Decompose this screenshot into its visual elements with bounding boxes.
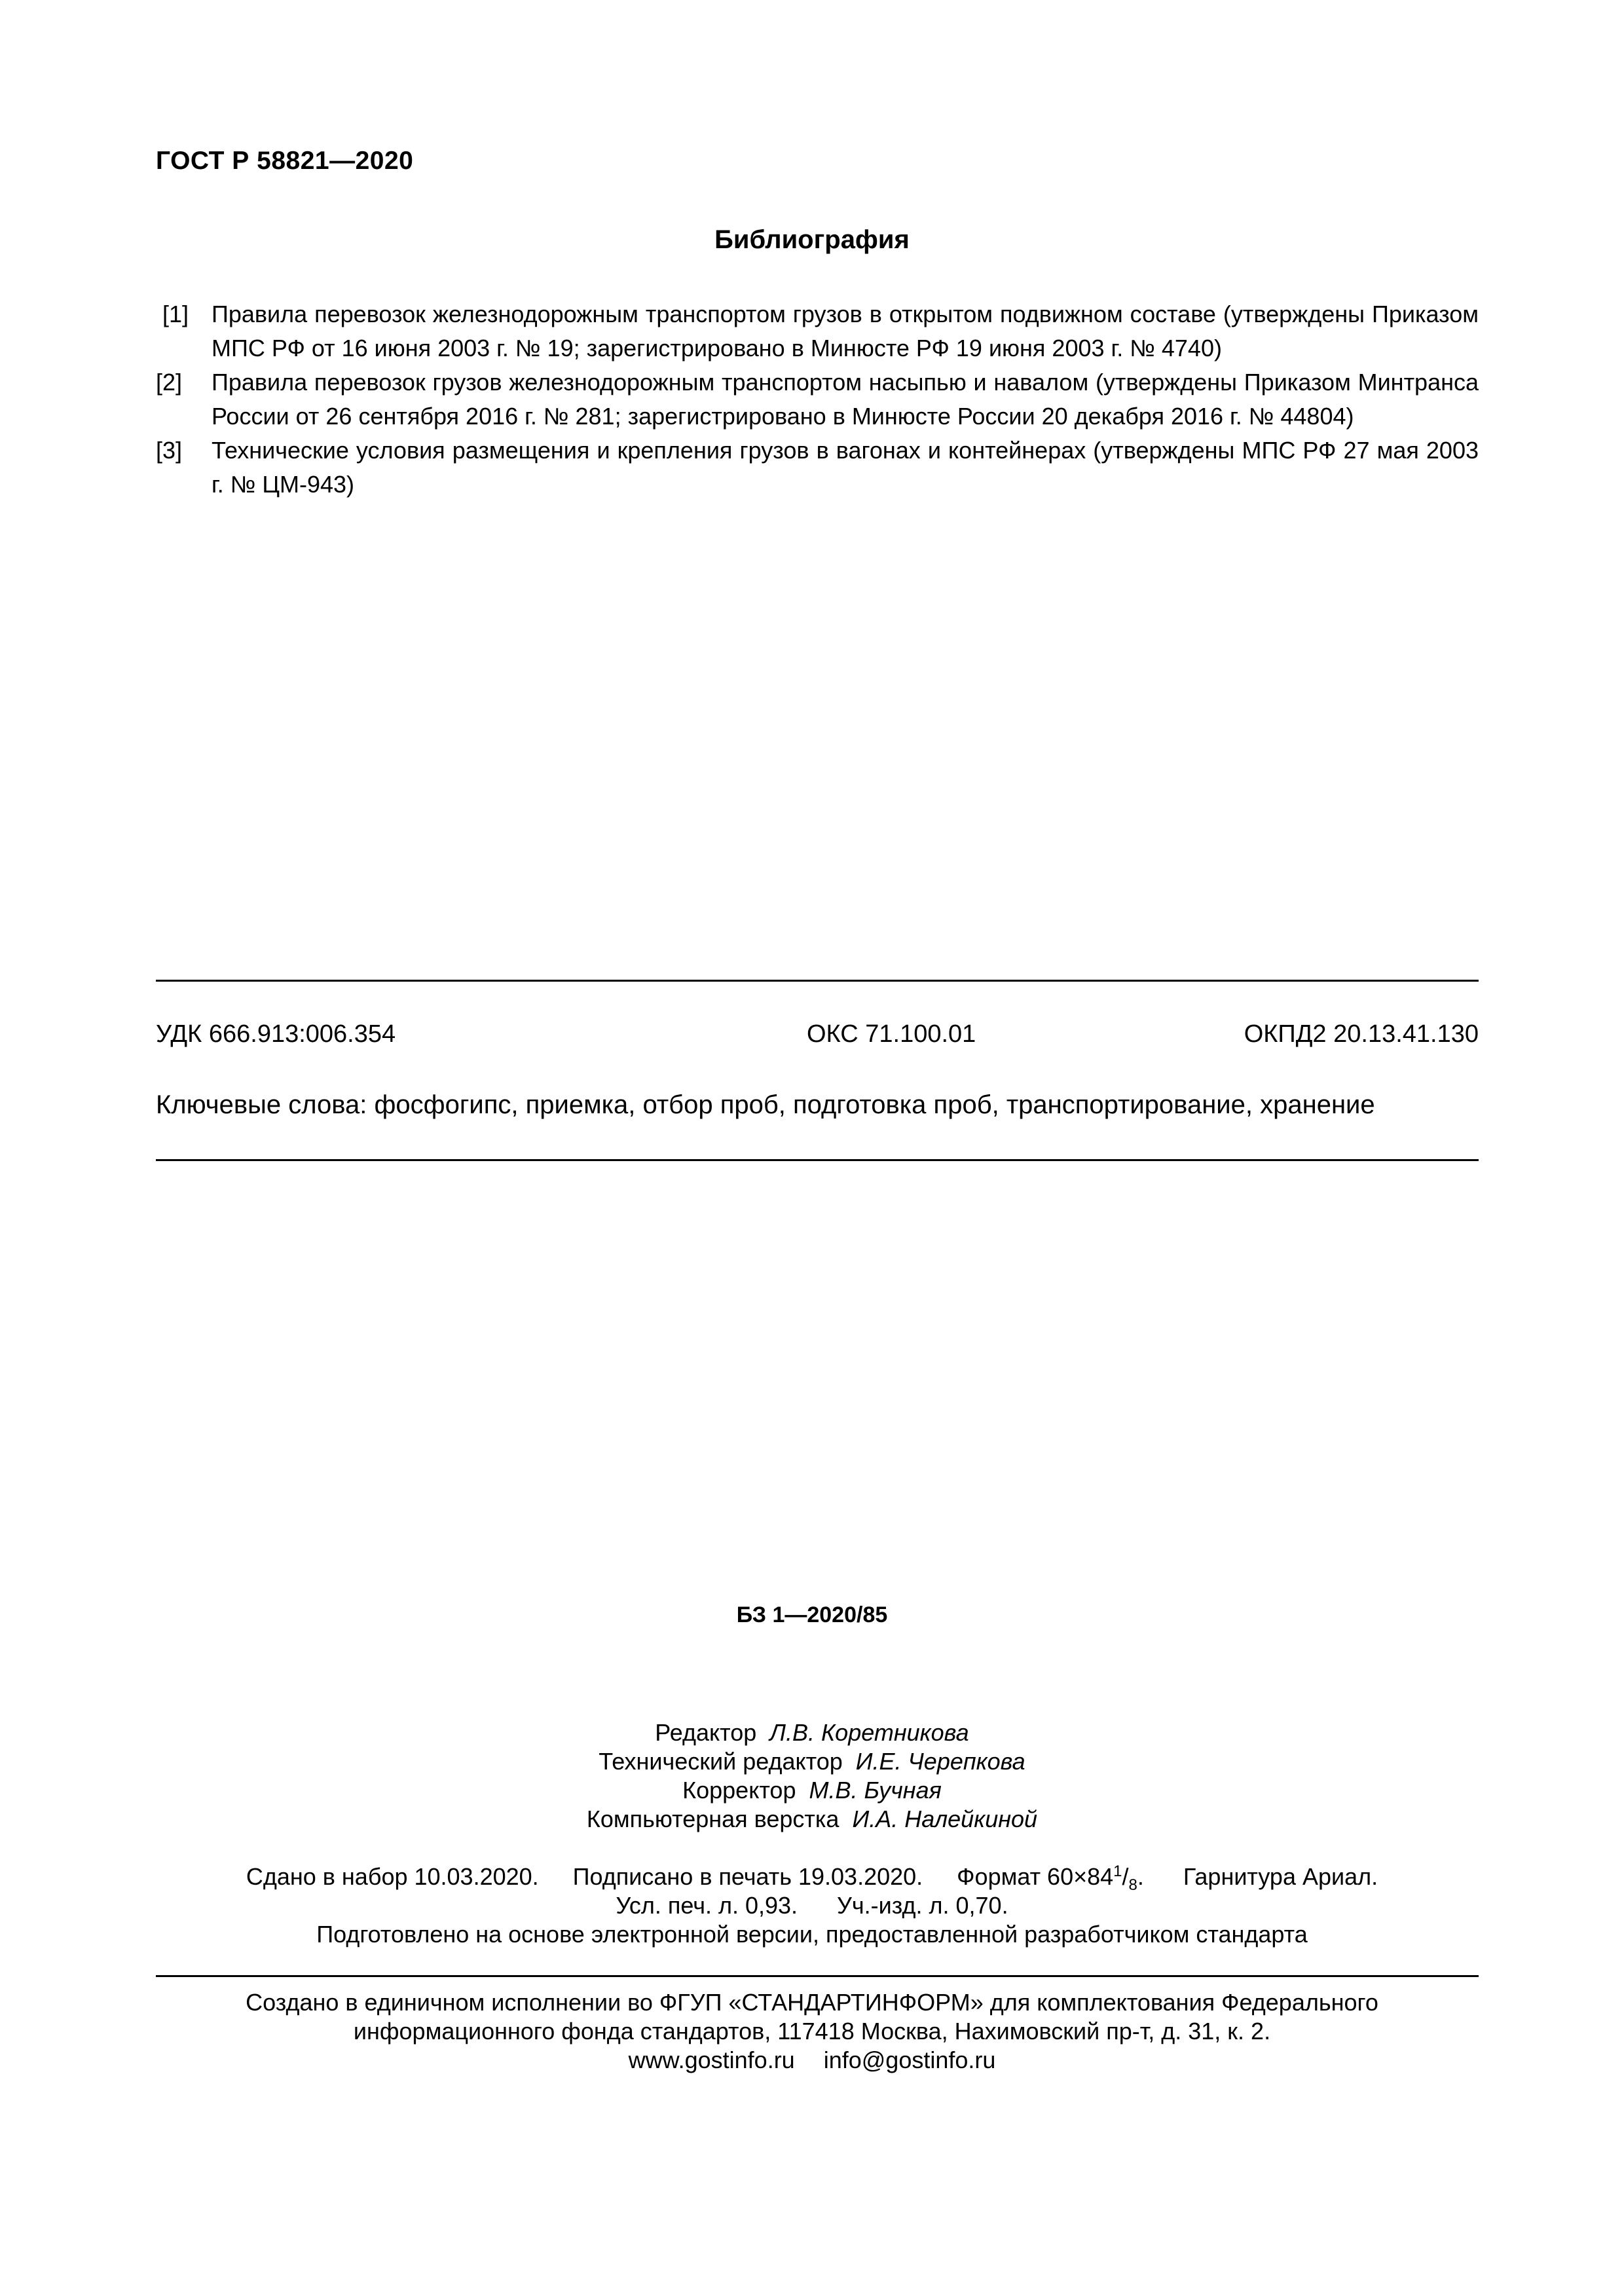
format-end: . xyxy=(1137,1863,1144,1890)
section-title: Библиография xyxy=(714,225,910,254)
staff-name: Л.В. Коретникова xyxy=(769,1719,969,1746)
divider-keywords xyxy=(156,1159,1479,1161)
staff-line xyxy=(0,1747,1624,1776)
format-sub: 8 xyxy=(1128,1876,1137,1895)
divider-top xyxy=(156,980,1479,982)
okpd-code: ОКПД2 20.13.41.130 xyxy=(1244,1020,1479,1048)
pub-sheets: Уч.-изд. л. 0,70. xyxy=(837,1892,1008,1919)
staff-name: И.Е. Черепкова xyxy=(855,1748,1025,1775)
format-prefix: Формат 60×84 xyxy=(957,1863,1114,1890)
divider-footer xyxy=(156,1975,1479,1977)
staff-name: М.В. Бучная xyxy=(809,1777,942,1804)
staff-line xyxy=(0,1805,1624,1834)
bibliography-item-number: [3] xyxy=(156,437,183,464)
staff-role: Технический редактор xyxy=(599,1748,843,1775)
publication-details xyxy=(0,1862,1624,1949)
bibliography-item-number: [1] xyxy=(162,301,189,327)
staff-line xyxy=(0,1718,1624,1747)
staff-credits xyxy=(0,1718,1624,1834)
bibliography-item xyxy=(156,297,1479,365)
publication-line xyxy=(0,1862,1624,1895)
format-sup: 1 xyxy=(1113,1862,1122,1880)
bz-number: БЗ 1—2020/85 xyxy=(736,1602,888,1627)
staff-line xyxy=(0,1776,1624,1805)
bibliography-item xyxy=(156,434,1479,502)
footer xyxy=(0,1988,1624,2075)
udk-code: УДК 666.913:006.354 xyxy=(156,1020,396,1048)
bibliography-item xyxy=(156,365,1479,434)
staff-role: Компьютерная верстка xyxy=(586,1805,840,1832)
signed-date: Подписано в печать 19.03.2020. xyxy=(572,1863,923,1890)
publication-line xyxy=(0,1891,1624,1920)
staff-name: И.А. Налейкиной xyxy=(852,1805,1038,1832)
oks-code: ОКС 71.100.01 xyxy=(807,1020,976,1048)
prepared-note: Подготовлено на основе электронной версии, предоставленной разработчиком стандарта xyxy=(316,1921,1308,1948)
format-sep: / xyxy=(1122,1863,1129,1890)
format xyxy=(957,1862,1144,1895)
document-code: ГОСТ Р 58821—2020 xyxy=(156,147,414,175)
print-sheets: Усл. печ. л. 0,93. xyxy=(616,1892,798,1919)
bibliography-item-text: Технические условия размещения и крепления грузов в вагонах и контейнерах (утверждены МПС РФ 27 мая 2003 г. № ЦМ-943) xyxy=(212,437,1479,498)
email-link[interactable]: info@gostinfo.ru xyxy=(823,2046,996,2073)
keywords: Ключевые слова: фосфогипс, приемка, отбор проб, подготовка проб, транспортирование, хранение xyxy=(156,1090,1375,1119)
bibliography-item-text: Правила перевозок грузов железнодорожным транспортом насыпью и навалом (утверждены Приказом Минтранса России от 26 сентября 2016 г. № 281; зарегистрировано в Минюсте России 20 декабря 2016 г. № 44804) xyxy=(212,369,1479,430)
website-link[interactable]: www.gostinfo.ru xyxy=(628,2046,795,2073)
footer-contacts xyxy=(0,2046,1624,2075)
bibliography-item-text: Правила перевозок железнодорожным транспортом грузов в открытом подвижном составе (утверждены Приказом МПС РФ от 16 июня 2003 г. № 19; зарегистрировано в Минюсте РФ 19 июня 2003 г. № 4740) xyxy=(212,301,1479,361)
footer-line: Создано в единичном исполнении во ФГУП «СТАНДАРТИНФОРМ» для комплектования Федерального xyxy=(246,1989,1378,2016)
staff-role: Редактор xyxy=(655,1719,757,1746)
typeface: Гарнитура Ариал. xyxy=(1183,1863,1378,1890)
footer-line: информационного фонда стандартов, 117418 Москва, Нахимовский пр-т, д. 31, к. 2. xyxy=(353,2018,1271,2045)
staff-role: Корректор xyxy=(682,1777,796,1804)
bibliography-list xyxy=(156,297,1479,502)
submitted-date: Сдано в набор 10.03.2020. xyxy=(246,1863,539,1890)
bibliography-item-number: [2] xyxy=(156,369,183,396)
